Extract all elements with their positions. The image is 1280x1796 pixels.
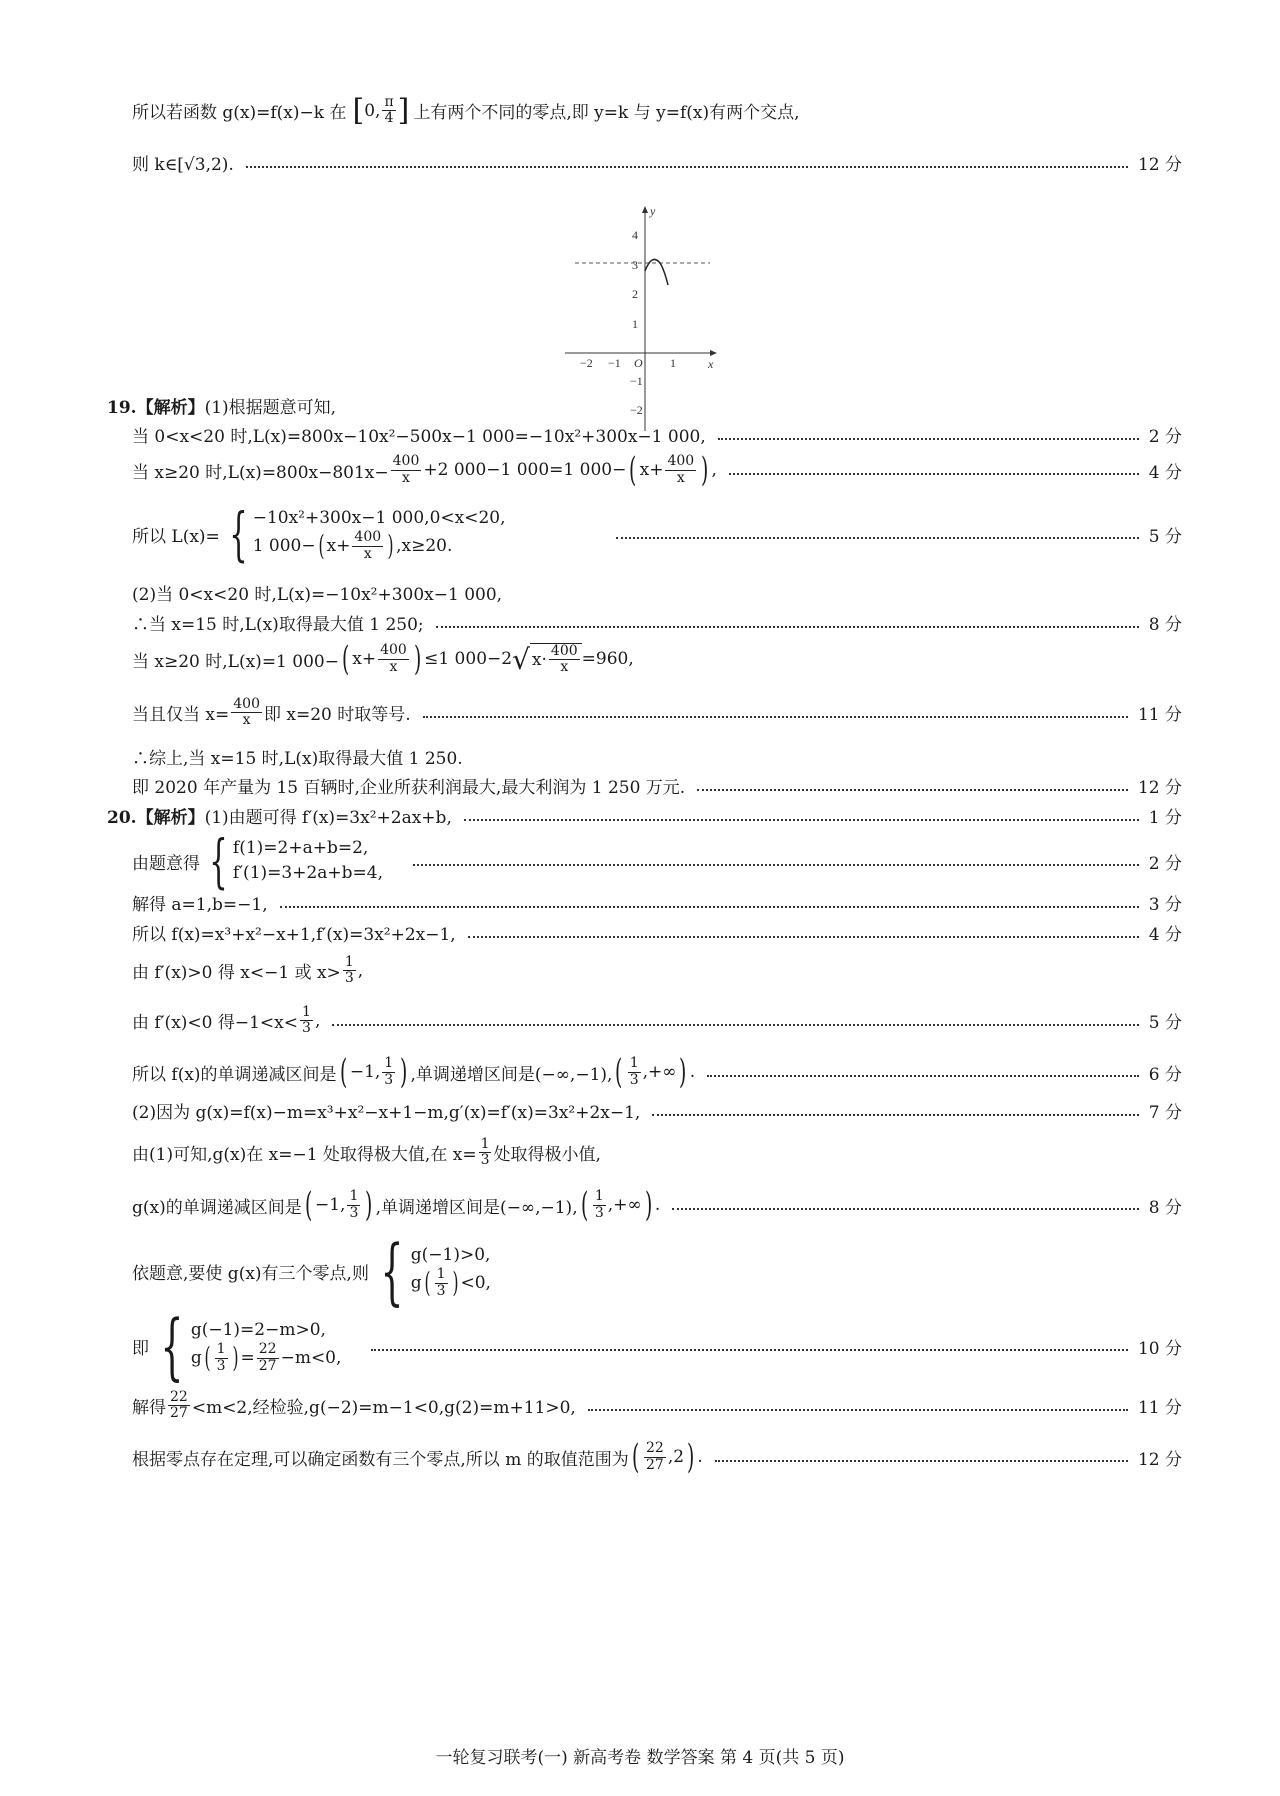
text-line [132,1185,1182,1225]
y-tick: 1 [632,317,638,331]
dot-leader [413,864,1139,866]
text: (2)因为 g(x)=f(x)−m=x³+x²−x+1−m,g′(x)=f′(x)=3x²+2x−1, [132,1103,641,1123]
dot-leader [468,936,1139,938]
y-tick: 4 [632,228,638,242]
row: 1 000− ( x+ $\frac{400}{x}$ ) ,x≥20. [252,529,453,563]
text: 0, [364,100,381,121]
brace: { [160,1304,184,1388]
text-line [132,610,1182,635]
y-tick: 3 [632,258,638,272]
text: 则 k∈[√3,2). [132,155,234,175]
text-line [132,1005,1182,1037]
text: +2 000−1 000=1 000− [423,460,627,480]
fraction: $\frac{1}{3}$ [344,954,354,987]
x-tick: −1 [608,356,621,370]
fraction: $\frac{1}{3}$ [302,1004,311,1037]
y-arrow [642,206,648,213]
brace: { [380,1229,404,1313]
text: −10x²+300x−1 000,0<x<20, [252,507,506,528]
dot-leader [371,1349,1128,1351]
text-line [107,393,1182,418]
fraction: $\frac{1}{3}$ [349,1188,359,1221]
brace: { [229,500,248,568]
text: −1, [315,1195,346,1215]
dot-leader [707,1075,1139,1077]
text-line [132,422,1182,447]
brace: { [209,827,228,895]
score: 12 分 [1137,778,1182,798]
text: −1, [349,1062,381,1082]
text-line [132,773,1182,798]
text: 由 f′(x)<0 得−1<x< [132,1013,299,1034]
paren: ( [339,1052,347,1092]
bracket: ] [397,92,410,128]
text: =960, [581,649,634,669]
text: . [689,1062,696,1082]
paren: ( [631,1437,640,1477]
paren: ) [687,1437,695,1477]
text: 上有两个不同的零点,即 y=k 与 y=f(x)有两个交点, [413,103,800,124]
text: <m<2,经检验,g(−2)=m−1<0,g(2)=m+11>0, [191,1398,576,1419]
text: ,单调递增区间是(−∞,−1), [410,1064,613,1085]
x-tick: 1 [670,356,676,370]
text: (2)当 0<x<20 时,L(x)=−10x²+300x−1 000, [132,585,503,605]
system: g(−1)>0, g ( $\frac{1}{3}$ ) <0, [410,1244,491,1300]
text: 由 f′(x)>0 得 x<−1 或 x> [132,963,341,984]
question-heading: 19.【解析】 [107,398,205,418]
sqrt-body: x· $\frac{400}{x}$ [530,643,582,676]
text-line [132,92,1182,128]
text: . [697,1447,703,1467]
score: 11 分 [1137,705,1182,726]
system-line [132,827,1182,895]
text: (1)根据题意可知, [204,398,337,418]
x-arrow [710,350,717,356]
dot-leader [616,537,1139,539]
question-heading: 20.【解析】 [107,808,205,828]
system-line [132,1304,1182,1388]
paren: ( [341,639,350,679]
text: ,单调递增区间是(−∞,−1), [375,1197,578,1218]
paren: ( [629,450,637,490]
page-footer: 一轮复习联考(一) 新高考卷 数学答案 第 4 页(共 5 页) [435,1748,845,1768]
dot-leader [672,1208,1138,1210]
paren: ) [701,450,709,490]
paren: ) [365,1185,373,1225]
text-line [132,1437,1182,1477]
text: x+ [639,460,664,480]
y-label: y [650,205,656,218]
score: 12 分 [1137,1449,1182,1470]
text-line [132,150,1182,175]
score: 6 分 [1148,1064,1182,1085]
dot-leader [588,1409,1128,1411]
bracket: [ [352,92,365,128]
score: 12 分 [1137,155,1182,175]
text-line [132,1052,1182,1092]
score: 11 分 [1137,1398,1182,1419]
text-line [132,890,1182,915]
fraction: $\frac{400}{x}$ [392,453,420,486]
text-line [132,920,1182,945]
x-label: x [708,357,714,371]
score: 5 分 [1148,1013,1182,1034]
dot-leader [246,166,1128,168]
text: 处取得极小值, [493,1145,601,1166]
text-line [132,1098,1182,1123]
dot-leader [718,438,1139,440]
paren: ( [580,1185,588,1225]
score: 8 分 [1148,615,1182,635]
text: 所以若函数 g(x)=f(x)−k 在 [132,103,347,124]
score: 8 分 [1148,1197,1182,1218]
dot-leader [423,716,1128,718]
text: 即 [132,1338,149,1359]
score: 2 分 [1148,427,1182,447]
paren: ) [400,1052,408,1092]
curve-fx [645,259,668,285]
text-line [132,450,1182,490]
text: 根据零点存在定理,可以确定函数有三个零点,所以 m 的取值范围为 [132,1449,629,1470]
dot-leader [332,1024,1138,1026]
text: (1)由题可得 f′(x)=3x²+2ax+b, [204,808,452,828]
system: f(1)=2+a+b=2, f′(1)=3+2a+b=4, [232,838,383,883]
text: 解得 a=1,b=−1, [132,895,268,915]
score: 10 分 [1137,1338,1182,1359]
text: ,+∞ [642,1062,677,1082]
text: 当 0<x<20 时,L(x)=800x−10x²−500x−1 000=−10x²+300x−1 000, [132,427,706,447]
text: , [711,460,717,480]
text: , [314,1010,321,1031]
text-line [132,639,1182,679]
text: 依题意,要使 g(x)有三个零点,则 [132,1263,369,1284]
y-tick: −1 [630,374,643,388]
dot-leader [697,789,1128,791]
text-line [132,1390,1182,1422]
text: ∴当 x=15 时,L(x)取得最大值 1 250; [132,615,424,635]
score: 1 分 [1148,808,1182,828]
paren: ) [413,639,422,679]
piecewise-line [132,500,1182,568]
fraction: $\frac{1}{3}$ [384,1055,394,1088]
text-line [132,580,1182,605]
dot-leader [729,473,1139,475]
text: 即 x=20 时取等号. [263,705,411,726]
text: g(x)的单调递减区间是 [132,1197,302,1218]
text-line [107,803,1182,828]
text: 由(1)可知,g(x)在 x=−1 处取得极大值,在 x= [132,1145,477,1166]
dot-leader [652,1114,1138,1116]
system-line [132,1229,1182,1313]
fraction: $\frac{1}{3}$ [480,1136,490,1169]
dot-leader [715,1460,1128,1462]
text: 解得 [132,1398,166,1419]
text: 当 x≥20 时,L(x)=800x−801x− [132,462,389,483]
paren: ) [644,1185,652,1225]
fraction: $\frac{1}{3}$ [629,1055,639,1088]
sqrt-sign: √ [512,642,530,676]
system [253,506,506,562]
score: 3 分 [1148,895,1182,915]
origin-label: O [634,356,643,370]
text: 所以 f(x)=x³+x²−x+1,f′(x)=3x²+2x−1, [132,925,456,945]
system: g(−1)=2−m>0, g ( $\frac{1}{3}$ ) = $\frac{22}{27}$ −m<0, [190,1319,342,1375]
text: 当且仅当 x= [132,705,230,726]
paren: ) [679,1052,687,1092]
score: 2 分 [1148,853,1182,874]
score: 4 分 [1148,462,1182,483]
dot-leader [280,906,1139,908]
y-tick: 2 [632,287,638,301]
x-tick: −2 [580,356,593,370]
text: ,2 [667,1447,685,1467]
paren: ( [304,1185,313,1225]
text: 由题意得 [132,853,200,874]
fraction: $\frac{\pi}{4}$ [384,94,394,127]
text: ,+∞ [607,1195,642,1215]
text: ≤1 000−2 [424,649,513,669]
y-tick: −2 [630,403,643,417]
text: 所以 f(x)的单调递减区间是 [132,1064,337,1085]
fraction: $\frac{22}{27}$ [170,1389,188,1422]
score: 7 分 [1148,1103,1182,1123]
text-line [132,744,1182,769]
dot-leader [464,819,1139,821]
dot-leader [436,626,1139,628]
score: 4 分 [1148,925,1182,945]
text: 所以 L(x)= [132,526,220,547]
score: 5 分 [1148,526,1182,547]
text-line [132,1137,1182,1169]
text: x+ [352,649,377,669]
fraction: $\frac{22}{27}$ [646,1440,664,1473]
text: , [357,960,364,981]
text: 即 2020 年产量为 15 百辆时,企业所获利润最大,最大利润为 1 250 万元. [132,778,686,798]
fraction: $\frac{400}{x}$ [380,642,407,675]
fraction: $\frac{400}{x}$ [233,696,260,729]
text-line [132,955,1182,987]
fraction: $\frac{1}{3}$ [594,1188,604,1221]
text: ∴综上,当 x=15 时,L(x)取得最大值 1 250. [132,749,463,769]
paren: ( [615,1052,623,1092]
text: . [654,1195,661,1215]
text-line [132,697,1182,729]
fraction: $\frac{400}{x}$ [667,453,695,486]
text: 当 x≥20 时,L(x)=1 000− [132,651,339,672]
